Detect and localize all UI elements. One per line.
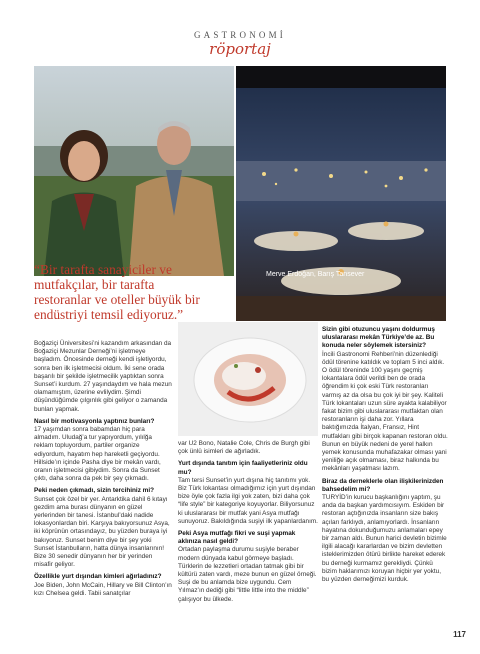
answer: Sunset çok özel bir yer. Antarktika dahil 6 kıtayı gezdim ama burası dünyanın en güzel yerlerinden bir tanesi. İstanbul’daki nadide lokasyonlardan biri. Karşıya bakıyorsunuz Asya, iki köprünün ortasındayız, bu yüzden buraya iyi bakıyoruz. Sunset benim diye bir şey yoki Sunset İstanbulların, hatta dünya insanlarının! Bize 30 senedir dünyanın her bir yerinden misafir geliyor. bbox=[34, 495, 170, 569]
answer: Ortadan paylaşma durumu suşiyle beraber modern dünyada kabul görmeye başladı. Türklerin de lezzetleri ortadan tatmak gibi bir kültürü zaten vardı, meze bunun en güzel örneği. Suşi de bu anlamda bize uygundu. Cem Yılmaz’ın dediği gibi “little little into the middle” çalışıyor bu ülkede. bbox=[178, 546, 317, 603]
portrait-photo bbox=[34, 66, 234, 276]
question: Nasıl bir motivasyonla yaptınız bunları? bbox=[34, 417, 155, 425]
food-photo bbox=[178, 322, 318, 436]
question: Peki neden çıkmadı, sizin tercihiniz mi? bbox=[34, 487, 155, 495]
question: Peki Asya mutfağı fikri ve suşi yapmak aklınıza nasıl geldi? bbox=[178, 530, 296, 546]
pull-quote: “Bir tarafta sanayiciler ve mutfakçılar, bir tarafta restoranlar ve oteller büyük bir endüstriyi temsil ediyoruz.” bbox=[34, 262, 200, 322]
column-1 bbox=[34, 340, 172, 602]
column-2 bbox=[178, 440, 318, 608]
column-3 bbox=[322, 326, 448, 588]
answer: TURYİD’in kurucu başkanlığını yaptım, şu anda da başkan yardımcısıyım. Eskiden bir restoran açtığınızda insanların size bakış açıları farklıydı, anlamıyorlardı. İnsanların hayatına dokunduğumuzu anlamaları epey bir zaman aldı. Bunun harici devletin bizimle ilgili alacağı kararlardan ve bizim devletten isteklerimizden ötürü birlikte hareket ederek bu derneği kurmamız gerekliydi. Çünkü bizim haklarımızı koruyan hiçbir yer yoktu, bu yüzden derneğimizi kurduk. bbox=[322, 494, 447, 584]
answer: Tam tersi Sunset’in yurt dışına hiç tanıtımı yok. Biz Türk lokantası olmadığımız için yurt dışından bize öyle çok fazla ilgi yok zaten, bizi daha çok “life style” bir kategoriye koyuyorlar. Biliyorsunuz ki uluslararası bir mutfak yani Asya mutfağı sunuyoruz. Bakıldığında suşiyi ilk yapanlardanım. bbox=[178, 476, 318, 525]
page-number: 117 bbox=[453, 630, 466, 639]
section-title: GASTRONOMİ bbox=[193, 30, 286, 40]
question: Özellikle yurt dışından kimleri ağırladınız? bbox=[34, 573, 162, 581]
question: Biraz da derneklerle olan ilişkilerinizden bahsedelim mi? bbox=[322, 477, 444, 493]
question: Yurt dışında tanıtım için faaliyetleriniz oldu mu? bbox=[178, 460, 308, 476]
photo-caption: Merve Erdoğan, Barış Tansever bbox=[266, 271, 365, 278]
answer: 17 yaşımdan sonra babamdan hiç para almadım. Uludağ’a tur yapıyordum, yılılğa reklam topluyordum, partiler organize ediyordum, hayatım hep hareketli geçiyordu. Hillside’ın içinde Pasha diye bir mekân vardı, oranın işletmecisi gibiydim. Sonra da Sunset çıktı, daha sonra da pek bir şey çıkmadı. bbox=[34, 426, 161, 483]
intro-paragraph: Boğaziçi Üniversitesi’ni kazandım arkasından da Boğaziçi Mezunlar Derneği’ni işletmeye başladım. Öncesinde derneği kendi işletiyordu, sonra ben ilk işletmecisi oldum. İki sene orada başarılı bir şekilde işletmecilik yaptıktan sonra Sunset’i kurdum. 27 yaşındaydım ve hala mezun olamamıştım, üzerine evlilydim. Şimdi düşündüğümde çılgınlık gibi geliyor o zamanda bunları yapmak. bbox=[34, 340, 172, 413]
question: Sizin gibi otuzuncu yaşını doldurmuş uluslararası mekân Türkiye’de az. Bu konuda neler söylemek istersiniz? bbox=[322, 326, 435, 350]
answer: var U2 Bono, Natalie Cole, Chris de Burgh gibi çok ünlü isimleri de ağırladık. bbox=[178, 440, 310, 456]
answer: Joe Biden, John McCain, Hillary ve Bill Clinton’ın kızı Chelsea geldi. Tabii sanatçılar bbox=[34, 581, 172, 597]
subsection-title: röportaj bbox=[209, 40, 271, 58]
restaurant-photo bbox=[236, 66, 446, 321]
answer: İncili Gastronomi Rehberi’nin düzenlediği ödül törenine katıldık ve toplam 5 inci aldık. O ödül töreninde 100 yaşını geçmiş lokantalara ödül verildi ben de orada öğrendim ki çok eski Türk restoranları varmış az da olsa bu çok iyi bir şey. Kaliteli Türk lokantaları uzun süre ayakta kalabiliyor fakat bizim gibi uluslararası mutfaktan olan restoranların işi daha zor. Yıllara baktığımızda İtalyan, Fransız, Hint mutfakları gibi birçok kapanan restoran oldu. Bunun en büyük nedeni de yerel halkın yemek konusunda muhafazakar olması yani yeniliğe açık olmaması, biraz halkında bu mekânları yaşatması lazım. bbox=[322, 350, 448, 473]
